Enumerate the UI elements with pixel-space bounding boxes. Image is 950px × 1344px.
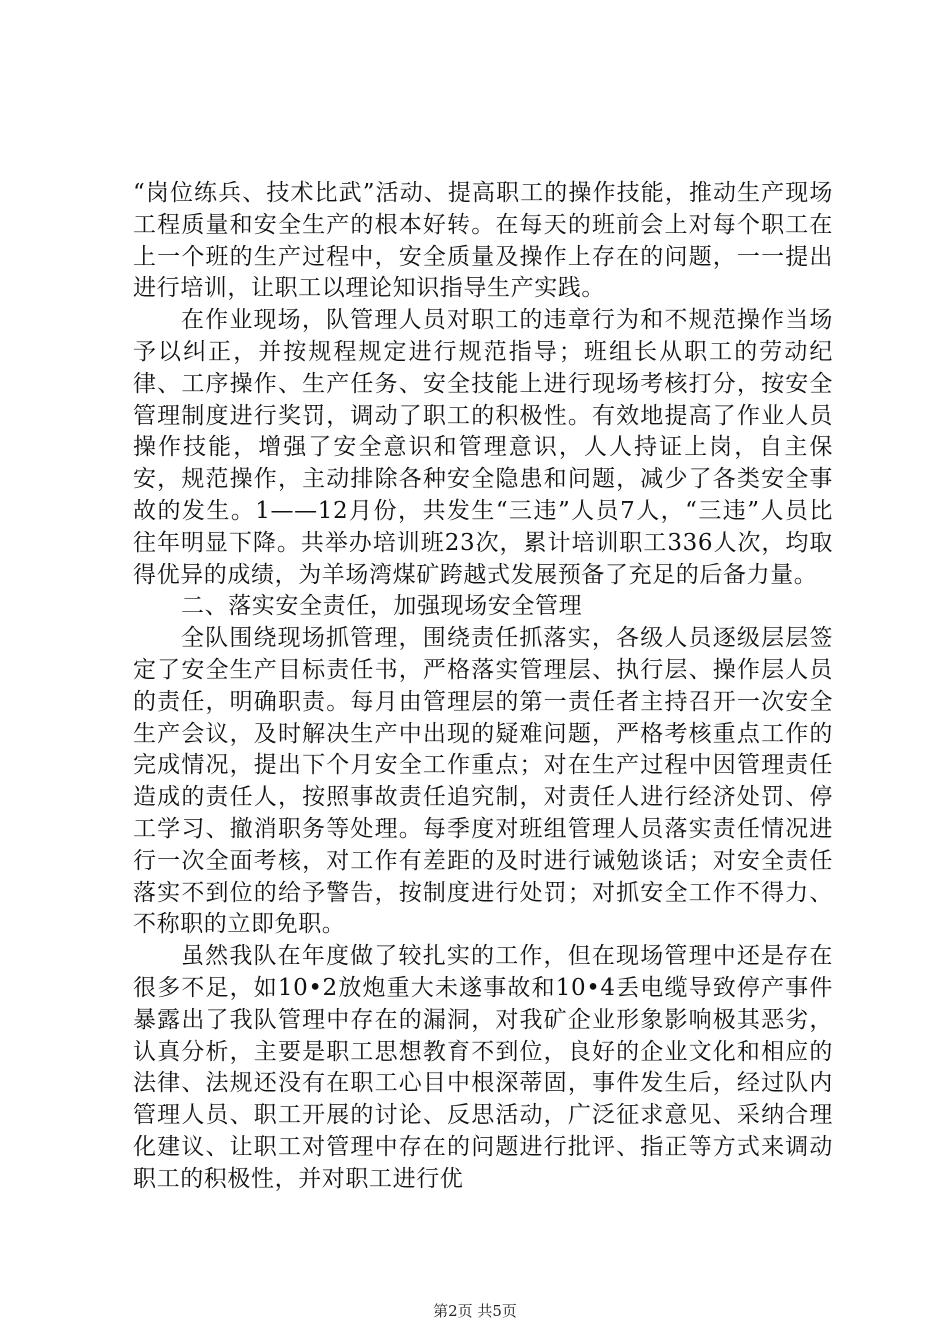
page-number: 第2页 共5页 <box>433 1302 517 1320</box>
paragraph-3: 全队围绕现场抓管理，围绕责任抓落实，各级人员逐级层层签定了安全生产目标责任书，严格落实管理层、执行层、操作层人员的责任，明确职责。每月由管理层的第一责任者主持召开一次安全生产会议，及时解决生产中出现的疑难问题，严格考核重点工作的完成情况，提出下个月安全工作重点；对在生产过程中因管理责任造成的责任人，按照事故责任追究制，对责任人进行经济处罚、停工学习、撤消职务等处理。每季度对班组管理人员落实责任情况进行一次全面考核，对工作有差距的及时进行诫勉谈话；对安全责任落实不到位的给予警告，按制度进行处罚；对抓安全工作不得力、不称职的立即免职。 <box>133 625 833 938</box>
document-body <box>133 178 833 1196</box>
paragraph-2: 在作业现场，队管理人员对职工的违章行为和不规范操作当场予以纠正，并按规程规定进行规范指导；班组长从职工的劳动纪律、工序操作、生产任务、安全技能上进行现场考核打分，按安全管理制度进行奖罚，调动了职工的积极性。有效地提高了作业人员操作技能，增强了安全意识和管理意识，人人持证上岗，自主保安，规范操作，主动排除各种安全隐患和问题，减少了各类安全事故的发生。1——12月份，共发生“三违”人员7人，“三违”人员比往年明显下降。共举办培训班23次，累计培训职工336人次，均取得优异的成绩，为羊场湾煤矿跨越式发展预备了充足的后备力量。 <box>133 307 833 588</box>
section-heading: 二、落实安全责任，加强现场安全管理 <box>181 593 583 620</box>
paragraph-1: “岗位练兵、技术比武”活动、提高职工的操作技能，推动生产现场工程质量和安全生产的根本好转。在每天的班前会上对每个职工在上一个班的生产过程中，安全质量及操作上存在的问题，一一提出进行培训，让职工以理论知识指导生产实践。 <box>133 180 833 302</box>
paragraph-4: 虽然我队在年度做了较扎实的工作，但在现场管理中还是存在很多不足，如10•2放炮重大未遂事故和10•4丢电缆导致停产事件暴露出了我队管理中存在的漏洞，对我矿企业形象影响极其恶劣，认真分析，主要是职工思想教育不到位，良好的企业文化和相应的法律、法规还没有在职工心目中根深蒂固，事件发生后，经过队内管理人员、职工开展的讨论、反思活动，广泛征求意见、采纳合理化建议、让职工对管理中存在的问题进行批评、指正等方式来调动职工的积极性，并对职工进行优 <box>133 943 833 1192</box>
